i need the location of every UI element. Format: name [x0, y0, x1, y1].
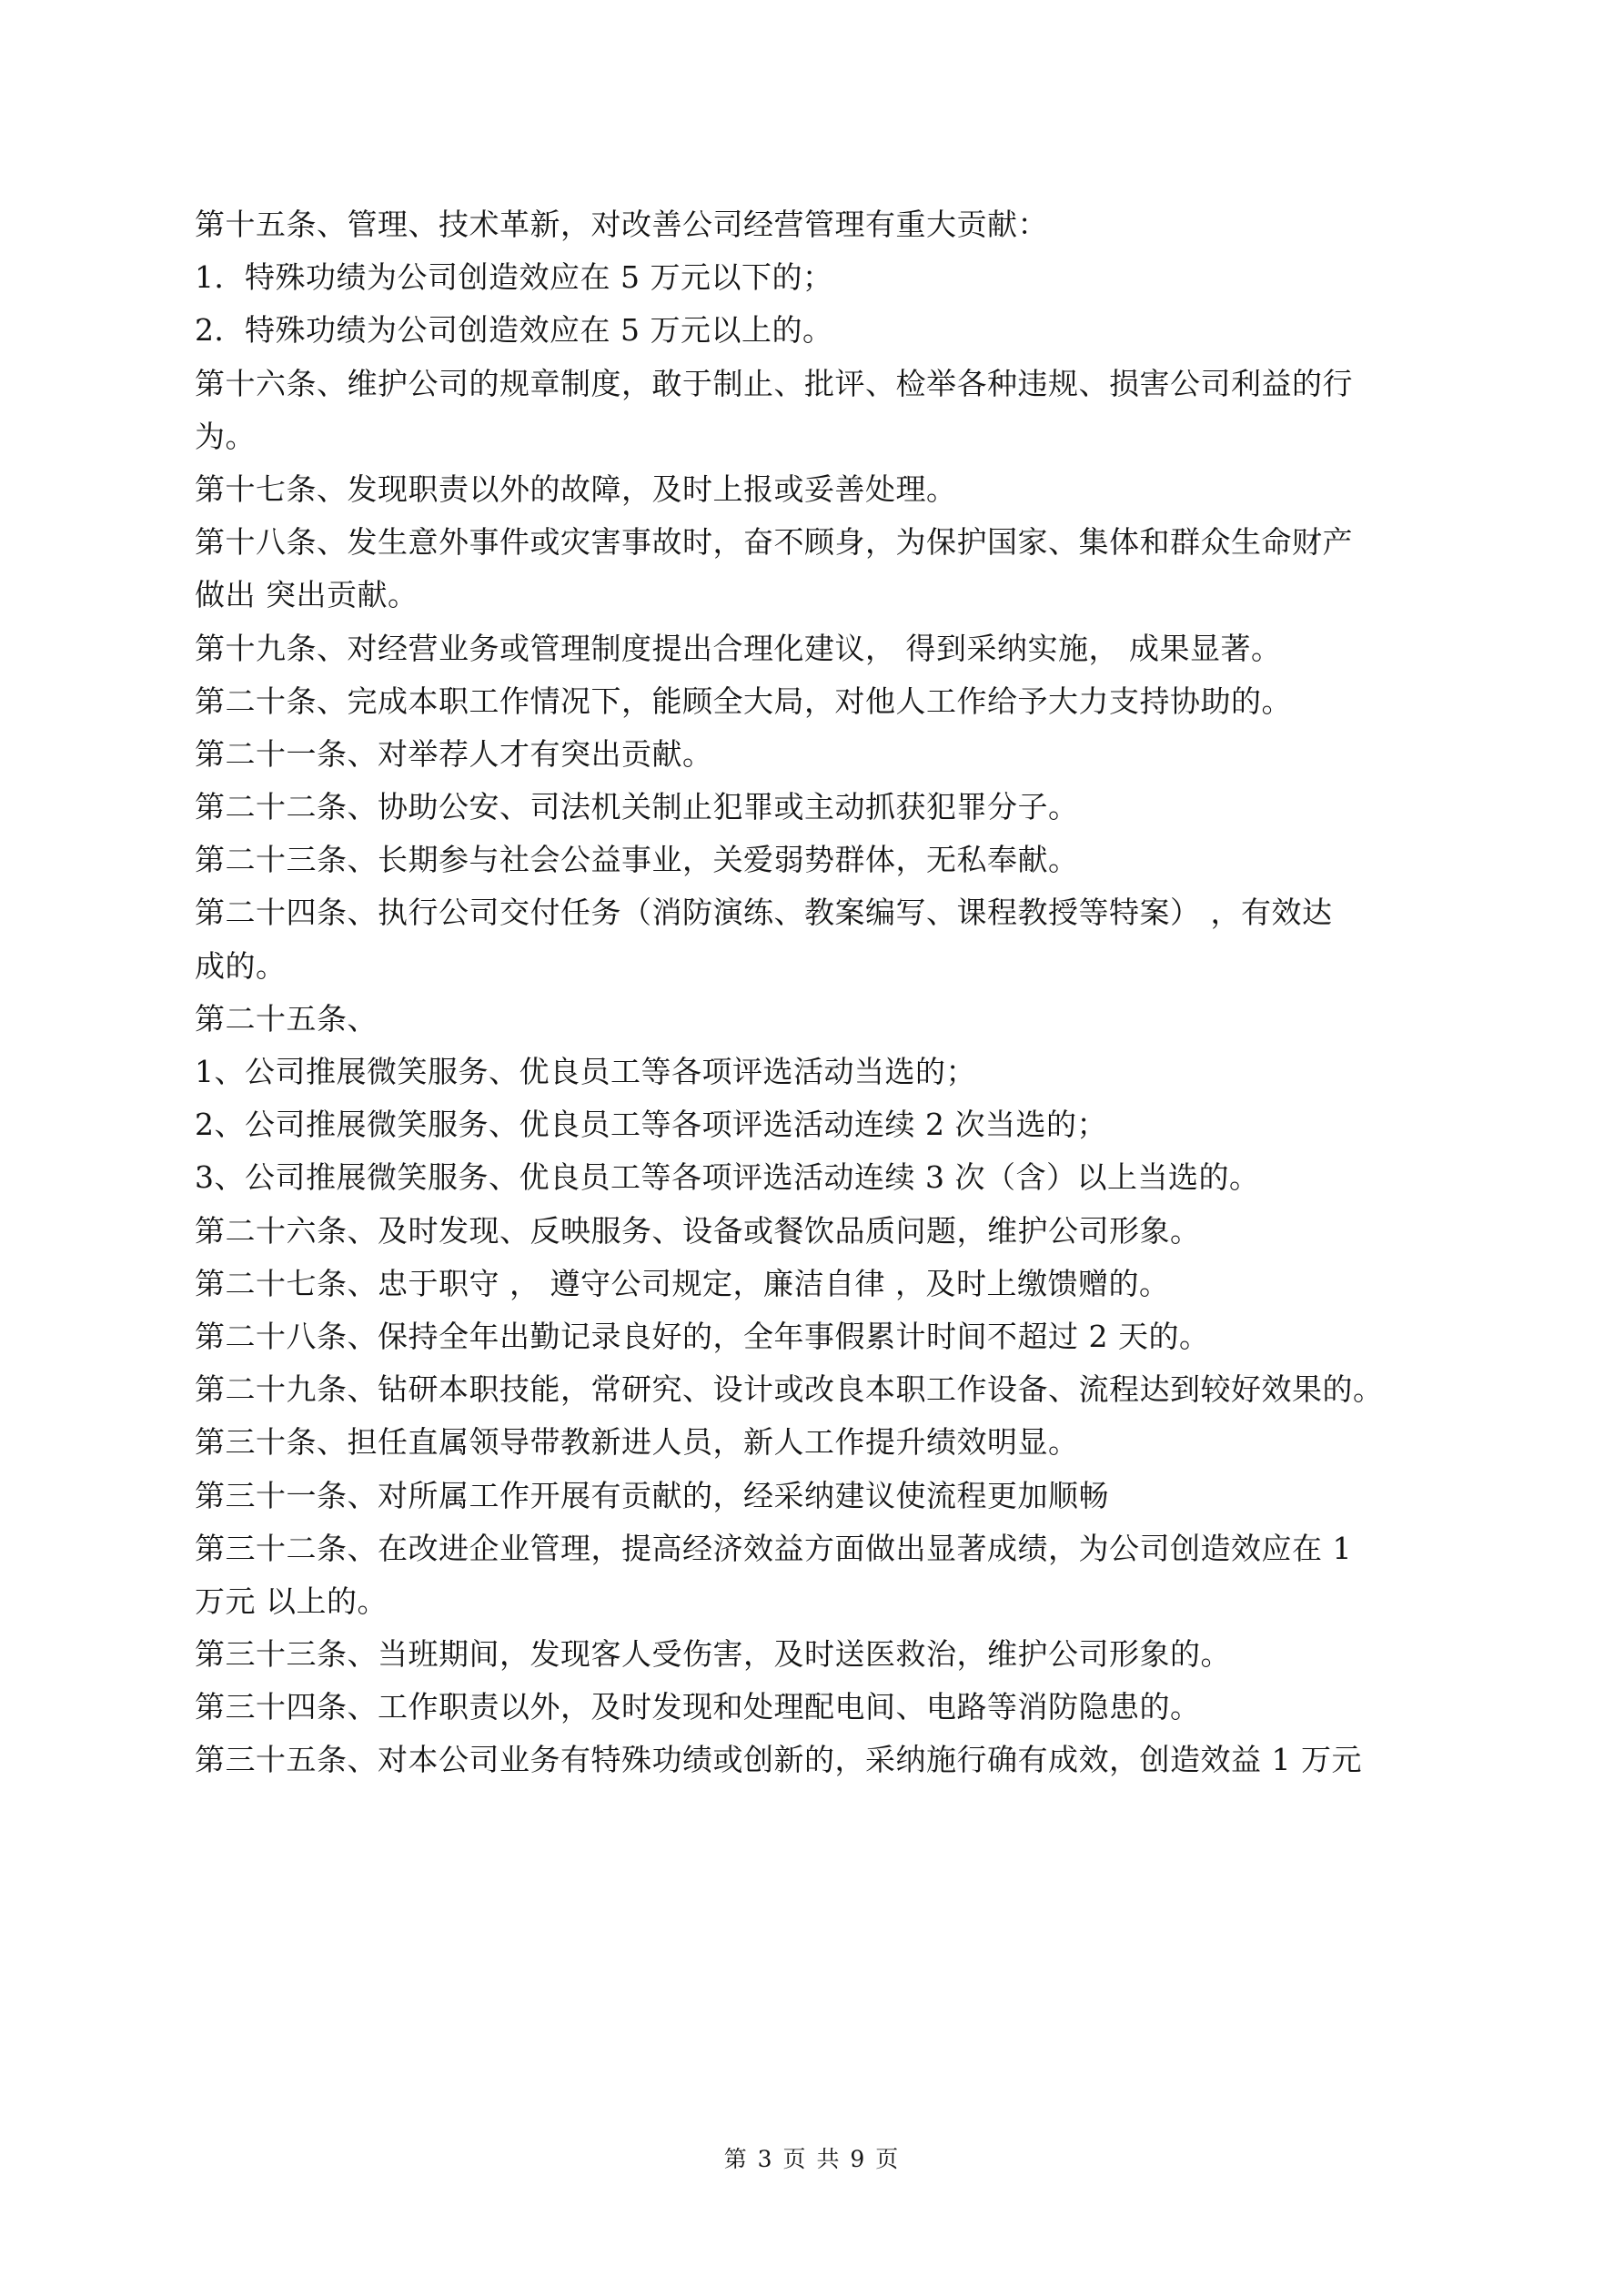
text-line: 第二十八条、保持全年出勤记录良好的，全年事假累计时间不超过 2 天的。: [195, 1318, 1210, 1354]
text-line: 第三十二条、在改进企业管理，提高经济效益方面做出显著成绩，为公司创造效应在 1: [195, 1530, 1352, 1566]
text-line: 第二十四条、执行公司交付任务（消防演练、教案编写、课程教授等特案） ，有效达: [195, 895, 1333, 931]
text-line: 第三十一条、对所属工作开展有贡献的，经采纳建议使流程更加顺畅: [195, 1477, 1109, 1513]
document-body: [195, 198, 1450, 1787]
text-line: 第十六条、维护公司的规章制度，敢于制止、批评、检举各种违规、损害公司利益的行: [195, 365, 1353, 401]
text-line: 第十七条、发现职责以外的故障，及时上报或妥善处理。: [195, 470, 957, 507]
text-line: 第二十六条、及时发现、反映服务、设备或餐饮品质问题，维护公司形象。: [195, 1212, 1201, 1249]
text-line: 第三十四条、工作职责以外，及时发现和处理配电间、电路等消防隐患的。: [195, 1689, 1201, 1725]
text-line: 1．特殊功绩为公司创造效应在 5 万元以下的；: [195, 259, 833, 296]
text-line: 万元 以上的。: [195, 1583, 388, 1619]
text-line: 第二十二条、协助公安、司法机关制止犯罪或主动抓获犯罪分子。: [195, 789, 1079, 825]
text-line: 2、公司推展微笑服务、优良员工等各项评选活动连续 2 次当选的；: [195, 1107, 1107, 1143]
text-line: 做出 突出贡献。: [195, 577, 419, 613]
text-line: 第二十三条、长期参与社会公益事业，关爱弱势群体，无私奉献。: [195, 842, 1079, 878]
text-line: 为。: [195, 418, 256, 454]
text-line: 2．特殊功绩为公司创造效应在 5 万元以上的。: [195, 312, 833, 349]
text-line: 第二十九条、钻研本职技能，常研究、设计或改良本职工作设备、流程达到较好效果的。: [195, 1371, 1384, 1408]
text-line: 第三十三条、当班期间，发现客人受伤害，及时送医救治，维护公司形象的。: [195, 1636, 1231, 1673]
text-line: 第二十五条、: [195, 1000, 378, 1037]
text-line: 第三十五条、对本公司业务有特殊功绩或创新的，采纳施行确有成效，创造效益 1 万元: [195, 1742, 1362, 1778]
page-number-footer: 第 3 页 共 9 页: [723, 2146, 901, 2172]
text-line: 第二十一条、对举荐人才有突出贡献。: [195, 735, 713, 772]
text-line: 3、公司推展微笑服务、优良员工等各项评选活动连续 3 次（含）以上当选的。: [195, 1159, 1260, 1196]
text-line: 第十八条、发生意外事件或灾害事故时，奋不顾身，为保护国家、集体和群众生命财产: [195, 524, 1353, 561]
text-line: 成的。: [195, 947, 287, 984]
text-line: 第三十条、担任直属领导带教新进人员，新人工作提升绩效明显。: [195, 1424, 1079, 1461]
text-line: 第十九条、对经营业务或管理制度提出合理化建议， 得到采纳实施， 成果显著。: [195, 630, 1282, 666]
text-line: 第二十七条、忠于职守 ， 遵守公司规定，廉洁自律 ，及时上缴馈赠的。: [195, 1265, 1170, 1301]
text-line: 第二十条、完成本职工作情况下，能顾全大局，对他人工作给予大力支持协助的。: [195, 683, 1292, 719]
text-line: 1、公司推展微笑服务、优良员工等各项评选活动当选的；: [195, 1054, 976, 1089]
text-line: 第十五条、管理、技术革新，对改善公司经营管理有重大贡献：: [195, 207, 1048, 242]
